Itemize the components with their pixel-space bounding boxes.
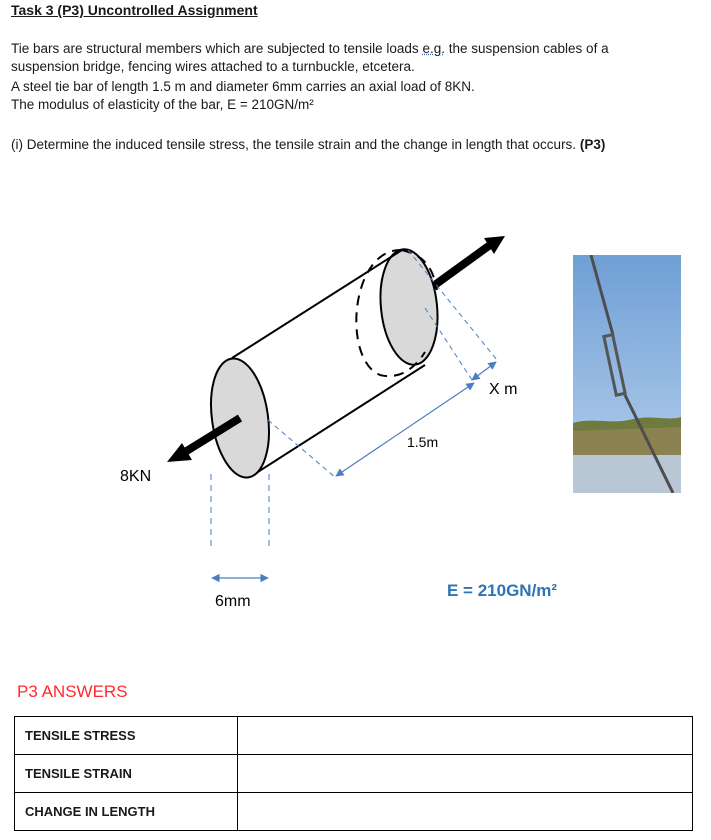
cylinder-top-edge (232, 250, 402, 358)
extension-label: X m (489, 381, 518, 398)
answer-row-stress (15, 717, 693, 755)
intro-line-1 (11, 40, 609, 57)
cylinder-bottom-edge (250, 365, 425, 477)
answers-heading: P3 ANSWERS (17, 682, 128, 701)
answer-label: CHANGE IN LENGTH (15, 793, 238, 831)
turnbuckle-photo (573, 255, 681, 493)
intro-line-2: suspension bridge, fencing wires attached to a turnbuckle, etcetera. (11, 59, 415, 74)
question-line (11, 136, 605, 153)
modulus-label: E = 210GN/m² (447, 581, 558, 600)
answer-row-change (15, 793, 693, 831)
length-label: 1.5m (407, 434, 439, 450)
answer-row-strain (15, 755, 693, 793)
question-text: (i) Determine the induced tensile stress, the tensile strain and the change in length that occurs. (11, 137, 577, 152)
intro-text-b: the suspension cables of a (444, 41, 609, 56)
tensile-stress-answer[interactable] (238, 717, 693, 755)
length-dimension (336, 383, 474, 476)
tensile-strain-answer[interactable] (238, 755, 693, 793)
problem-line-2: The modulus of elasticity of the bar, E = 210GN/m² (11, 97, 314, 112)
question-mark: (P3) (579, 137, 606, 152)
answer-label: TENSILE STRESS (15, 717, 238, 755)
load-arrow-right (432, 236, 505, 287)
load-label: 8KN (120, 468, 152, 485)
answers-table (14, 716, 693, 831)
diameter-label: 6mm (215, 593, 251, 610)
task-title: Task 3 (P3) Uncontrolled Assignment (11, 2, 258, 18)
answer-label: TENSILE STRAIN (15, 755, 238, 793)
intro-text-a: Tie bars are structural members which are subjected to tensile loads (11, 41, 423, 56)
problem-line-1: A steel tie bar of length 1.5 m and diameter 6mm carries an axial load of 8KN. (11, 79, 475, 94)
far-end-face (375, 246, 443, 367)
change-in-length-answer[interactable] (238, 793, 693, 831)
extension-dimension (472, 362, 496, 380)
eg-abbreviation: e.g. (422, 41, 445, 56)
